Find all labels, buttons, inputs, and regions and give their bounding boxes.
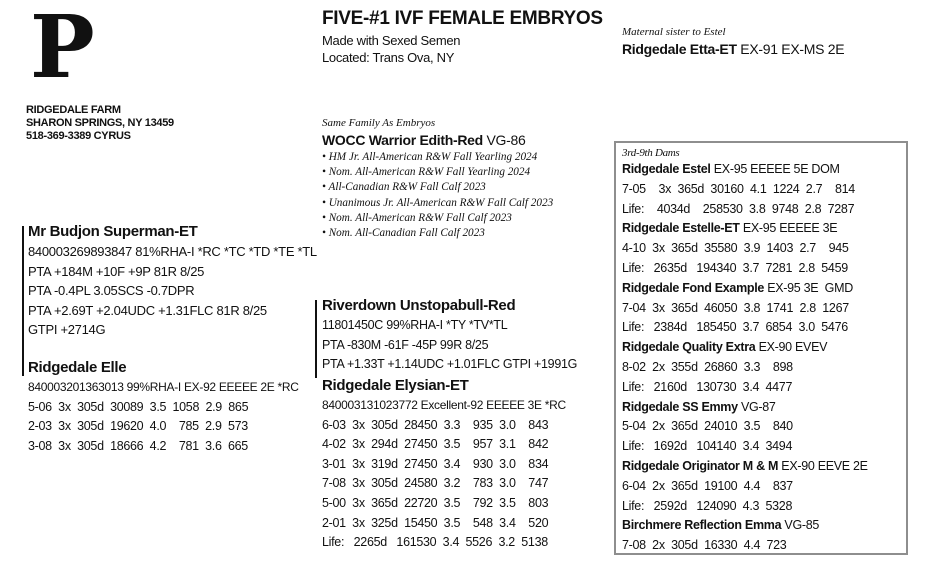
dam-registration: 840003201363013 99%RHA-I EX-92 EEEEE 2E *RC bbox=[28, 380, 299, 394]
family-honors bbox=[322, 150, 553, 241]
location-note: Located: Trans Ova, NY bbox=[322, 50, 455, 65]
dam-entry-title: Birchmere Reflection Emma bbox=[622, 518, 782, 533]
dams-label: 3rd-9th Dams bbox=[622, 147, 680, 159]
dam-entry-line: 7-05 3x 365d 30160 4.1 1224 2.7 814 bbox=[622, 181, 855, 196]
farm-name: RIDGEDALE FARM bbox=[26, 104, 121, 116]
dam-entry-class: EX-90 EVEV bbox=[755, 340, 828, 355]
dam-entry-line: 6-04 2x 365d 19100 4.4 837 bbox=[622, 478, 793, 493]
honor-item: • All-Canadian R&W Fall Calf 2023 bbox=[322, 181, 486, 194]
logo: P bbox=[30, 0, 95, 98]
sire-section bbox=[28, 222, 317, 340]
dam-entry-name bbox=[622, 516, 868, 536]
elysian-record: 2-01 3x 325d 15450 3.5 548 3.4 520 bbox=[322, 515, 549, 530]
honor-item: • Nom. All-Canadian Fall Calf 2023 bbox=[322, 227, 485, 240]
farm-phone: 518-369-3389 CYRUS bbox=[26, 130, 131, 142]
sire-name: Mr Budjon Superman-ET bbox=[28, 223, 198, 240]
dam-entry-title: Ridgedale SS Emmy bbox=[622, 399, 738, 414]
dam-entry-class: EX-95 EEEEE 3E bbox=[739, 221, 838, 236]
dam-record: 3-08 3x 305d 18666 4.2 781 3.6 665 bbox=[28, 438, 248, 453]
riverdown-name: Riverdown Unstopabull-Red bbox=[322, 297, 516, 314]
maternal-name: Ridgedale Etta-ET bbox=[622, 41, 737, 57]
maternal-sister bbox=[622, 40, 844, 58]
riverdown-line: 11801450C 99%RHA-I *TY *TV*TL bbox=[322, 318, 508, 332]
dam-entry-name bbox=[622, 279, 868, 299]
sire-divider bbox=[22, 226, 24, 376]
family-label: Same Family As Embryos bbox=[322, 117, 436, 129]
elysian-record: 4-02 3x 294d 27450 3.5 957 3.1 842 bbox=[322, 437, 549, 452]
dam-entry-name bbox=[622, 160, 868, 180]
elysian-name: Ridgedale Elysian-ET bbox=[322, 377, 469, 394]
maternal-label: Maternal sister to Estel bbox=[622, 26, 726, 38]
elysian-section bbox=[322, 376, 566, 553]
riverdown-line: PTA -830M -61F -45P 99R 8/25 bbox=[322, 337, 489, 352]
sire-line: PTA +2.69T +2.04UDC +1.31FLC 81R 8/25 bbox=[28, 302, 267, 318]
dam-entry-class: EX-95 EEEEE 5E DOM bbox=[710, 162, 840, 176]
dam-entry-line: 4-10 3x 365d 35580 3.9 1403 2.7 945 bbox=[622, 241, 849, 256]
dam-record: 5-06 3x 305d 30089 3.5 1058 2.9 865 bbox=[28, 399, 249, 414]
dam-entry-class: EX-95 3E GMD bbox=[764, 280, 853, 295]
elysian-registration: 840003131023772 Excellent-92 EEEEE 3E *RC bbox=[322, 398, 566, 412]
elysian-lifetime: Life: 2265d 161530 3.4 5526 3.2 5138 bbox=[322, 535, 548, 550]
dam-entry-line: 7-08 2x 305d 16330 4.4 723 bbox=[622, 538, 787, 553]
dam-entry-class: VG-87 bbox=[737, 399, 776, 414]
sire-line: PTA -0.4PL 3.05SCS -0.7DPR bbox=[28, 283, 195, 299]
dam-entry-class: VG-85 bbox=[781, 518, 820, 533]
dam-entry-line: Life: 2160d 130730 3.4 4477 bbox=[622, 379, 793, 394]
dams-section bbox=[622, 147, 868, 556]
dam-name: Ridgedale Elle bbox=[28, 359, 127, 376]
elysian-record: 6-03 3x 305d 28450 3.3 935 3.0 843 bbox=[322, 417, 549, 432]
header-details bbox=[322, 32, 460, 66]
dam-entry-title: Ridgedale Quality Extra bbox=[622, 340, 756, 355]
dam-entry-line: Life: 2592d 124090 4.3 5328 bbox=[622, 498, 793, 513]
elysian-record: 3-01 3x 319d 27450 3.4 930 3.0 834 bbox=[322, 456, 549, 471]
dam-record: 2-03 3x 305d 19620 4.0 785 2.9 573 bbox=[28, 419, 248, 434]
farm-info bbox=[26, 104, 174, 143]
farm-location: SHARON SPRINGS, NY 13459 bbox=[26, 117, 174, 129]
semen-note: Made with Sexed Semen bbox=[322, 33, 461, 48]
elysian-record: 7-08 3x 305d 24580 3.2 783 3.0 747 bbox=[322, 476, 549, 491]
family-score: VG-86 bbox=[482, 132, 526, 148]
honor-item: • Unanimous Jr. All-American R&W Fall Calf 2023 bbox=[322, 196, 554, 209]
maternal-classification: EX-91 EX-MS 2E bbox=[736, 41, 845, 57]
dam-entry-line: 5-04 2x 365d 24010 3.5 840 bbox=[622, 419, 793, 434]
dam-entry-name bbox=[622, 398, 868, 418]
dam-section bbox=[28, 358, 299, 456]
dam-entry-title: Ridgedale Originator M & M bbox=[622, 458, 779, 473]
sire-line: GTPI +2714G bbox=[28, 322, 106, 338]
dam-entry-class: EX-90 EEVE 2E bbox=[778, 458, 868, 473]
dam-entry-title: Ridgedale Estelle-ET bbox=[622, 221, 740, 236]
elysian-record: 5-00 3x 365d 22720 3.5 792 3.5 803 bbox=[322, 495, 549, 510]
page-title: FIVE-#1 IVF FEMALE EMBRYOS bbox=[322, 8, 603, 29]
dam-entry-line: 8-02 2x 355d 26860 3.3 898 bbox=[622, 359, 793, 374]
honor-item: • Nom. All-American R&W Fall Yearling 2024 bbox=[322, 166, 531, 179]
riverdown-section bbox=[322, 296, 577, 375]
dam-entry-line: 7-04 3x 365d 46050 3.8 1741 2.8 1267 bbox=[622, 300, 849, 315]
honor-item: • HM Jr. All-American R&W Fall Yearling 2024 bbox=[322, 151, 538, 163]
dam-entry-title: Ridgedale Fond Example bbox=[622, 280, 765, 295]
dam-entry-name bbox=[622, 219, 868, 239]
family-name: WOCC Warrior Edith-Red bbox=[322, 132, 483, 148]
dam-entry-line: Life: 1692d 104140 3.4 3494 bbox=[622, 439, 793, 454]
dam-entry-line: Life: 2635d 194340 3.7 7281 2.8 5459 bbox=[622, 260, 848, 275]
sire-line: 840003269893847 81%RHA-I *RC *TC *TD *TE *TL bbox=[28, 244, 317, 259]
honor-item: • Nom. All-American R&W Fall Calf 2023 bbox=[322, 211, 512, 224]
riverdown-line: PTA +1.33T +1.14UDC +1.01FLC GTPI +1991G bbox=[322, 357, 578, 372]
sire-line: PTA +184M +10F +9P 81R 8/25 bbox=[28, 263, 205, 279]
family-cow bbox=[322, 131, 525, 149]
dam-entry-name bbox=[622, 457, 868, 477]
dam-entry-title: Ridgedale Estel bbox=[622, 162, 711, 176]
dam-entry-name bbox=[622, 338, 868, 358]
dam-entry-line: Life: 2384d 185450 3.7 6854 3.0 5476 bbox=[622, 320, 848, 335]
dam-entry-line: Life: 4034d 258530 3.8 9748 2.8 7287 bbox=[622, 201, 855, 216]
riverdown-divider bbox=[315, 300, 317, 378]
